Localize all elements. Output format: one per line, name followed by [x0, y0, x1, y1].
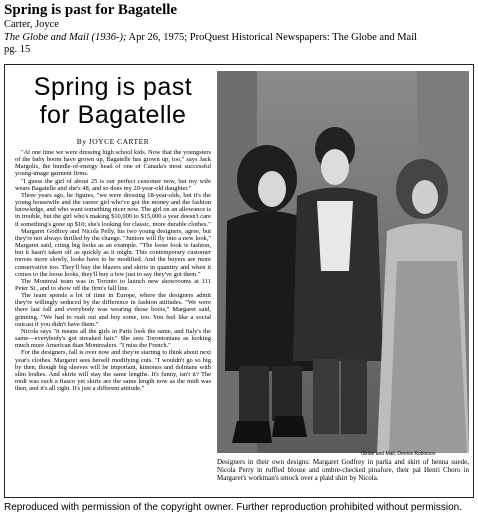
article-paragraph: Three years ago, he figures, "we were dressing 18-year-olds, but it's the young housewife and the career girl who've got the money and the fashion knowledge, and who want something nicer now. The girl on an allowance is in trouble, but the girl who's making $10,000 to $15,000 a year doesn't care if something's gone up $10; she's looking for classic, more durable clothes." — [15, 191, 211, 228]
article-headline — [15, 73, 211, 129]
publication-name: The Globe and Mail (1936-); — [4, 31, 127, 43]
document-header — [4, 2, 474, 57]
article-body — [15, 149, 211, 392]
article-paragraph: The Montreal team was in Toronto to launch new showrooms at 111 Peter St., and to show off the firm's fall line. — [15, 277, 211, 292]
newspaper-clipping — [4, 64, 474, 498]
article-paragraph: "At one time we were dressing high school kids. Now that the youngsters of the baby boom have grown up, Bagatelle has grown up, too," says Jack Margolis, the bundle-of-energy head of one of Canada's most successful young-image garment firms. — [15, 149, 211, 178]
article-photo — [217, 71, 469, 453]
article-byline: By JOYCE CARTER — [76, 137, 150, 146]
article-paragraph: For the designers, fall is over now and they're starting to think about next year's clothes. Margaret sees herself modifying cuts. "I wouldn't go so big by then, though big sleeves will be important, kimonos and dolmans with slim bodies. And skirts will stay the same lengths. It's funny, isn't it? The midi was such a fiasco yet skirts are the same length now as the midi was then, and it's all right. It's just a different attitude." — [15, 349, 211, 393]
copyright-notice: Reproduced with permission of the copyright owner. Further reproduction prohibited without permission. — [4, 502, 463, 513]
article-paragraph: The team spends a lot of time in Europe, where the designers admit they're willingly seduced by the difference in fashion attitudes. "We were there last fall and everybody was wearing those boots," Margaret said, grinning. "We had to rush out and buy some, too. You feel like a social outcast if you didn't have them." — [15, 292, 211, 328]
citation-line — [4, 32, 474, 45]
photo-credit: Globe and Mail, Dennis Robinson — [361, 451, 436, 457]
author-line: Carter, Joyce — [4, 19, 59, 30]
article-paragraph: Nicola says "it means all the girls in Paris look the same, and Italy's the same—everybody's got streaked hair." She sees Torontonians as looking much more American than Montrealers. "I miss the French." — [15, 327, 211, 350]
headline-line-1: Spring is past — [33, 73, 193, 101]
citation-detail: Apr 26, 1975; ProQuest Historical Newspapers: The Globe and Mail — [126, 31, 418, 43]
article-paragraph: "I guess the girl of about 25 is our perfect customer now, but my wife wears Bagatelle and she's 48, and so does my 20-year-old daughter." — [15, 177, 211, 192]
headline-line-2: for Bagatelle — [39, 101, 187, 129]
photo-illustration — [217, 71, 469, 453]
article-paragraph: Margaret Godfrey and Nicola Pelly, his two young designers, agree, but they're not always thrilled by the change. "Juniors will fly into a new look," Margaret said, citing big looks as an example. "The loose look is fashion, but it hasn't taken off as quickly as it might. This contemporary customer moves more slowly, looks have to be modified. And the buyers are more conservative too. They'll buy the blazers and skirts in quantity and when it comes to the loose looks, they'll buy a few just to say they've got them." — [15, 227, 211, 278]
photo-caption: Designers in their own designs: Margaret Godfrey in parka and skirt of henna suede, Nicola Perry in ruffled blouse and ombre-checked pinafore, their pal Henri Choro in Margaret's workman's smock over a plaid shirt by Nicola. — [217, 458, 469, 483]
article-column — [15, 71, 211, 392]
page-number: pg. 15 — [4, 44, 31, 55]
document-title: Spring is past for Bagatelle — [4, 2, 178, 18]
